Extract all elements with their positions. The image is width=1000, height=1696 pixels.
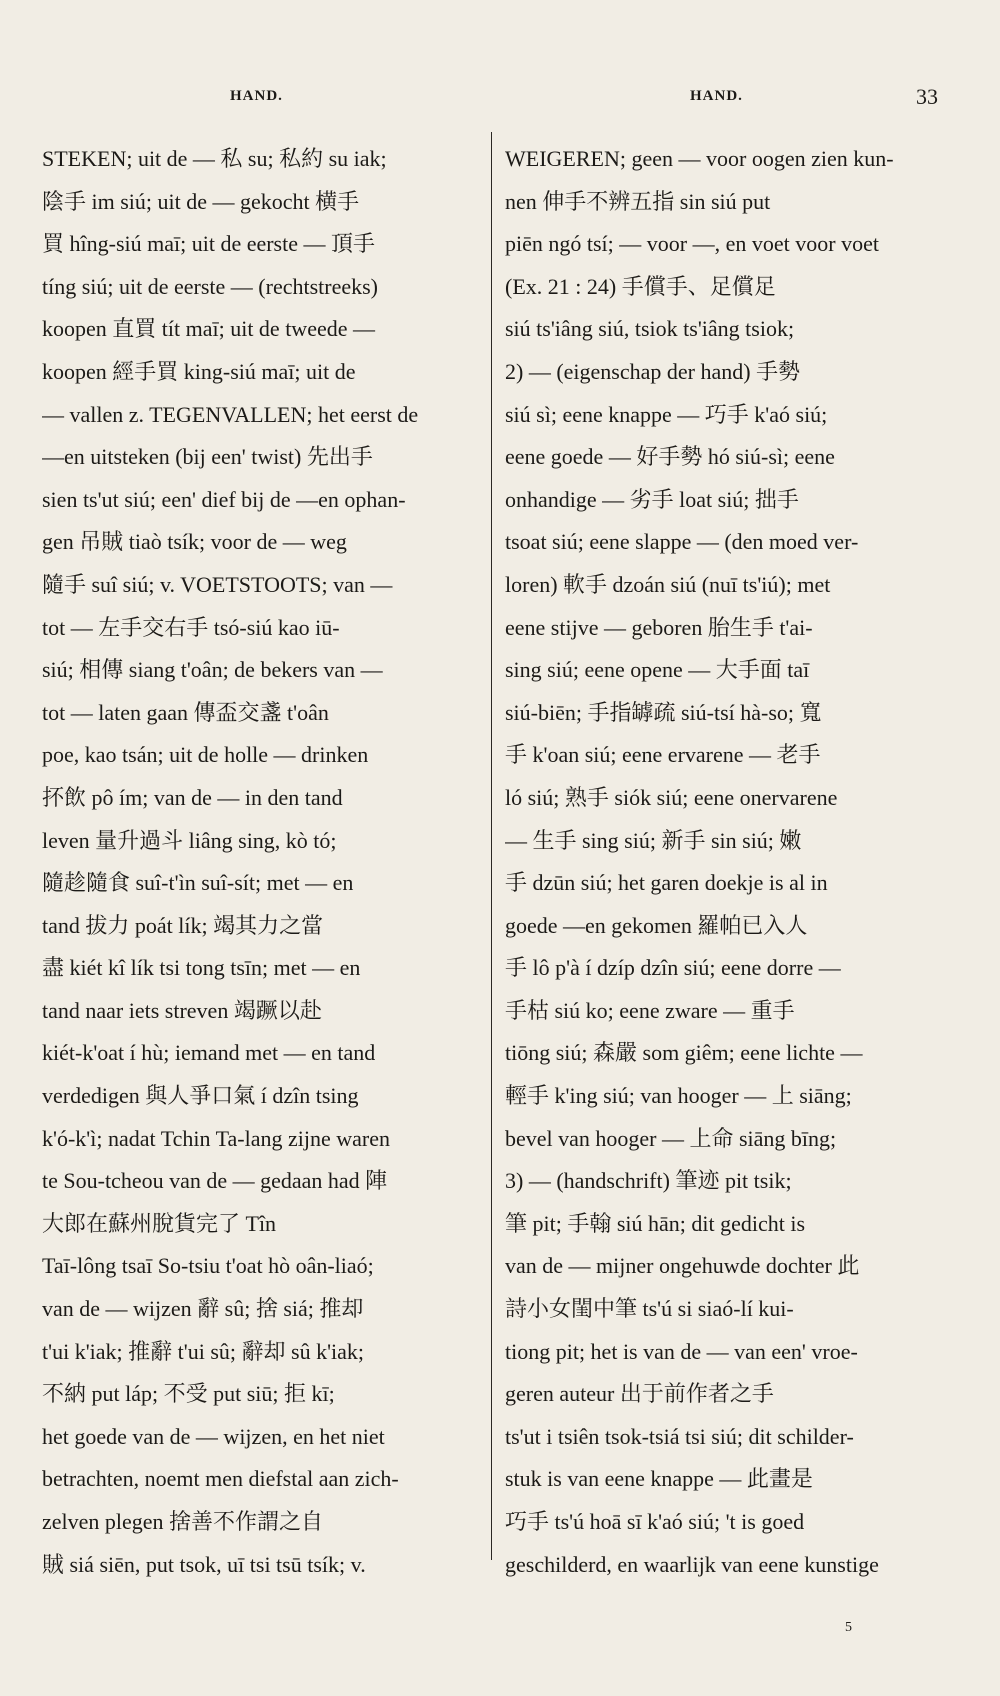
page-number: 33: [916, 84, 938, 109]
text-line: tiong pit; het is van de — van een' vroe-: [505, 1338, 858, 1364]
text-line: ts'ut i tsiên tsok-tsiá tsi siú; dit schilder-: [505, 1423, 854, 1449]
running-head-right: HAND.: [690, 88, 743, 104]
text-line: poe, kao tsán; uit de holle — drinken: [42, 742, 369, 768]
text-line: koopen 經手買 king-siú maī; uit de: [42, 358, 356, 384]
text-line: 大郎在蘇州脫貨完了 Tîn: [42, 1210, 277, 1236]
left-column: [42, 138, 478, 1586]
text-line: — vallen z. TEGENVALLEN; het eerst de: [42, 401, 419, 427]
text-line: eene stijve — geboren 胎生手 t'ai-: [505, 614, 813, 640]
text-line: 輕手 k'ing siú; van hooger — 上 siāng;: [505, 1083, 852, 1109]
text-line: WEIGEREN; geen — voor oogen zien kun-: [505, 146, 894, 171]
text-line: tiōng siú; 森嚴 som giêm; eene lichte —: [505, 1040, 863, 1066]
text-line: nen 伸手不辨五指 sin siú put: [505, 188, 771, 214]
text-line: sing siú; eene opene — 大手面 taī: [505, 657, 810, 683]
text-line: (Ex. 21 : 24) 手償手、足償足: [505, 273, 776, 299]
text-line: van de — mijner ongehuwde dochter 此: [505, 1253, 860, 1279]
text-line: tand 拔力 poát lík; 竭其力之當: [42, 912, 324, 938]
text-line: tsoat siú; eene slappe — (den moed ver-: [505, 529, 859, 555]
running-head-left: HAND.: [230, 88, 283, 104]
text-line: het goede van de — wijzen, en het niet: [42, 1423, 385, 1449]
text-line: siú ts'iâng siú, tsiok ts'iâng tsiok;: [505, 316, 795, 342]
text-line: bevel van hooger — 上命 siāng bīng;: [505, 1125, 837, 1151]
text-line: kiét-k'oat í hù; iemand met — en tand: [42, 1040, 376, 1066]
text-line: onhandige — 劣手 loat siú; 拙手: [505, 486, 799, 512]
text-line: tot — laten gaan 傳盃交盞 t'oân: [42, 699, 329, 725]
text-line: 巧手 ts'ú hoā sī k'aó siú; 't is goed: [505, 1509, 805, 1534]
text-line: gen 吊賊 tiaò tsík; voor de — weg: [42, 529, 347, 555]
text-line: 買 hîng-siú maī; uit de eerste — 頂手: [42, 231, 375, 257]
text-line: 賊 siá siēn, put tsok, uī tsi tsū tsík; v.: [42, 1551, 366, 1577]
text-line: 隨趁隨食 suî-t'ìn suî-sít; met — en: [42, 870, 354, 896]
text-line: zelven plegen 捨善不作謂之自: [42, 1509, 324, 1534]
text-line: leven 量升過斗 liâng sing, kò tó;: [42, 827, 337, 853]
text-line: geren auteur 出于前作者之手: [505, 1381, 774, 1407]
signature-mark: 5: [845, 1620, 852, 1635]
text-line: k'ó-k'ì; nadat Tchin Ta-lang zijne waren: [42, 1125, 390, 1151]
text-line: 筆 pit; 手翰 siú hān; dit gedicht is: [505, 1210, 806, 1236]
text-line: tot — 左手交右手 tsó-siú kao iū-: [42, 614, 340, 640]
right-column: [505, 138, 941, 1586]
text-line: 抔飲 pô ím; van de — in den tand: [42, 784, 343, 810]
text-line: stuk is van eene knappe — 此畫是: [505, 1466, 813, 1492]
text-line: koopen 直買 tít maī; uit de tweede —: [42, 316, 375, 342]
text-line: ló siú; 熟手 siók siú; eene onervarene: [505, 784, 838, 810]
text-line: 手 k'oan siú; eene ervarene — 老手: [505, 742, 821, 768]
text-line: t'ui k'iak; 推辭 t'ui sû; 辭却 sû k'iak;: [42, 1338, 365, 1364]
text-line: 3) — (handschrift) 筆迹 pit tsik;: [505, 1168, 792, 1194]
text-line: — 生手 sing siú; 新手 sin siú; 嫩: [505, 827, 802, 853]
text-line: 隨手 suî siú; v. VOETSTOOTS; van —: [42, 571, 393, 597]
text-line: te Sou-tcheou van de — gedaan had 陣: [42, 1168, 388, 1194]
text-line: van de — wijzen 辭 sû; 捨 siá; 推却: [42, 1296, 364, 1322]
text-line: geschilderd, en waarlijk van eene kunstige: [505, 1551, 879, 1577]
text-line: loren) 軟手 dzoán siú (nuī ts'iú); met: [505, 571, 831, 597]
text-line: piēn ngó tsí; — voor —, en voet voor voet: [505, 231, 879, 257]
text-line: 手 dzūn siú; het garen doekje is al in: [505, 870, 828, 896]
text-line: 陰手 im siú; uit de — gekocht 横手: [42, 188, 360, 214]
text-line: siú-biēn; 手指罅疏 siú-tsí hà-so; 寬: [505, 699, 822, 725]
text-line: siú sì; eene knappe — 巧手 k'aó siú;: [505, 401, 828, 427]
text-line: siú; 相傳 siang t'oân; de bekers van —: [42, 657, 383, 683]
text-line: 手 lô p'à í dzíp dzîn siú; eene dorre —: [505, 955, 841, 981]
text-line: verdedigen 與人爭口氣 í dzîn tsing: [42, 1083, 359, 1109]
text-line: 2) — (eigenschap der hand) 手勢: [505, 358, 801, 384]
column-divider: [491, 132, 492, 1560]
text-line: 手枯 siú ko; eene zware — 重手: [505, 997, 795, 1023]
text-line: Taī-lông tsaī So-tsiu t'oat hò oân-liaó;: [42, 1253, 374, 1279]
text-line: 詩小女閨中筆 ts'ú si siaó-lí kui-: [505, 1296, 794, 1322]
text-line: 盡 kiét kî lík tsi tong tsīn; met — en: [42, 955, 361, 981]
text-line: sien ts'ut siú; een' dief bij de —en ophan-: [42, 486, 406, 512]
text-line: STEKEN; uit de — 私 su; 私約 su iak;: [42, 146, 387, 171]
text-line: goede —en gekomen 羅帕已入人: [505, 912, 808, 938]
text-line: eene goede — 好手勢 hó siú-sì; eene: [505, 444, 835, 470]
text-line: tíng siú; uit de eerste — (rechtstreeks): [42, 273, 379, 299]
text-line: —en uitsteken (bij een' twist) 先出手: [42, 444, 373, 470]
text-line: 不納 put láp; 不受 put siū; 拒 kī;: [42, 1381, 335, 1407]
text-line: betrachten, noemt men diefstal aan zich-: [42, 1466, 399, 1492]
text-line: tand naar iets streven 竭蹶以赴: [42, 997, 322, 1023]
